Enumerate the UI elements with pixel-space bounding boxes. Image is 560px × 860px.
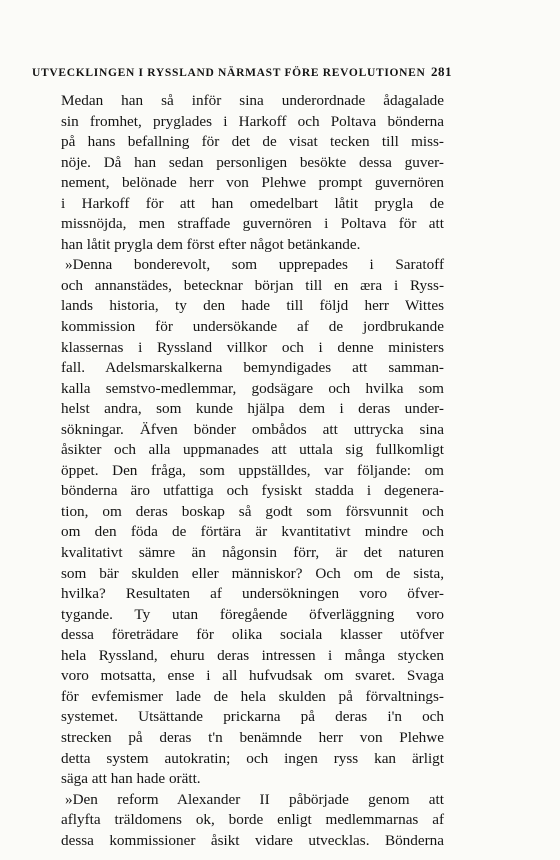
text-line: klassernas i Ryssland villkor och i denne ministers <box>61 338 444 356</box>
text-line: detta system autokratin; och ingen ryss kan ärligt <box>61 749 444 767</box>
text-line: missnöjda, men straffade guvernören i Poltava för att <box>61 215 444 233</box>
running-header <box>32 64 452 80</box>
text-line: aflyfta träldomens ok, borde enligt medlemmarnas af <box>61 811 444 829</box>
text-line: om den föda de förtära är kvantitativt mindre och <box>61 523 444 541</box>
text-line: tion, om deras boskap så godt som försvunnit och <box>61 502 444 520</box>
text-line: fall. Adelsmarskalkerna bemyndigades att samman- <box>61 359 444 377</box>
text-line: sökningar. Äfven bönder ombådos att uttrycka sina <box>61 420 444 438</box>
text-line: dessa kommissioner åsikt vidare utvecklas. Bönderna <box>61 831 444 849</box>
text-line: sin fromhet, pryglades i Harkoff och Poltava bönderna <box>61 112 444 130</box>
text-line: hela Ryssland, ehuru deras intressen i många stycken <box>61 646 444 664</box>
text-line: bönderna äro utfattiga och fysiskt stadda i degenera- <box>61 482 444 500</box>
text-line: kommission för undersökande af de jordbrukande <box>61 318 444 336</box>
text-line: öppet. Den fråga, som uppställdes, var följande: om <box>61 461 444 479</box>
page-number: 281 <box>431 64 452 79</box>
text-line: nöje. Då han sedan personligen besökte dessa guver- <box>61 153 444 171</box>
text-line: han låtit prygla dem först efter något betänkande. <box>61 235 361 253</box>
text-line: strecken på deras t'n benämnde herr von Plehwe <box>61 728 444 746</box>
text-line: voro motsatta, ense i all hufvudsak om svaret. Svaga <box>61 667 444 685</box>
text-line: kalla semstvo-medlemmar, godsägare och hvilka som <box>61 379 444 397</box>
text-line: nement, belönade herr von Plehwe prompt guvernören <box>61 174 444 192</box>
body-text <box>61 91 444 851</box>
text-line: för evfemismer lade de hela skulden på förvaltnings- <box>61 687 444 705</box>
text-line: på hans befallning för det de visat tecken till miss- <box>61 133 444 151</box>
text-line: och annanstädes, betecknar början till en æra i Ryss- <box>61 276 444 294</box>
text-line: i Harkoff för att han omedelbart låtit prygla de <box>61 194 444 212</box>
text-line: som bär skulden eller människor? Och om de sista, <box>61 564 444 582</box>
text-line: »Denna bonderevolt, som upprepades i Saratoff <box>65 256 444 274</box>
text-line: lands historia, ty den hade till följd herr Wittes <box>61 297 444 315</box>
text-line: säga att han hade orätt. <box>61 770 201 788</box>
text-line: åsikter och alla uppmanades att uttala sig fullkomligt <box>61 441 444 459</box>
text-line: kvalitativt sämre än någonsin förr, är det naturen <box>61 544 444 562</box>
running-title: UTVECKLINGEN I RYSSLAND NÄRMAST FÖRE REVOLUTIONEN <box>32 67 426 79</box>
text-line: dessa företrädare för olika sociala klasser utöfver <box>61 626 444 644</box>
text-line: hvilka? Resultaten af undersökningen voro öfver- <box>61 585 444 603</box>
text-line: helst andra, som kunde hjälpa dem i deras under- <box>61 400 444 418</box>
text-line: »Den reform Alexander II påbörjade genom att <box>65 790 444 808</box>
text-line: Medan han så inför sina underordnade ådagalade <box>61 92 444 109</box>
text-line: systemet. Utsättande prickarna på deras i'n och <box>61 708 444 726</box>
text-line: tygande. Ty utan föregående öfverläggning voro <box>61 605 444 623</box>
